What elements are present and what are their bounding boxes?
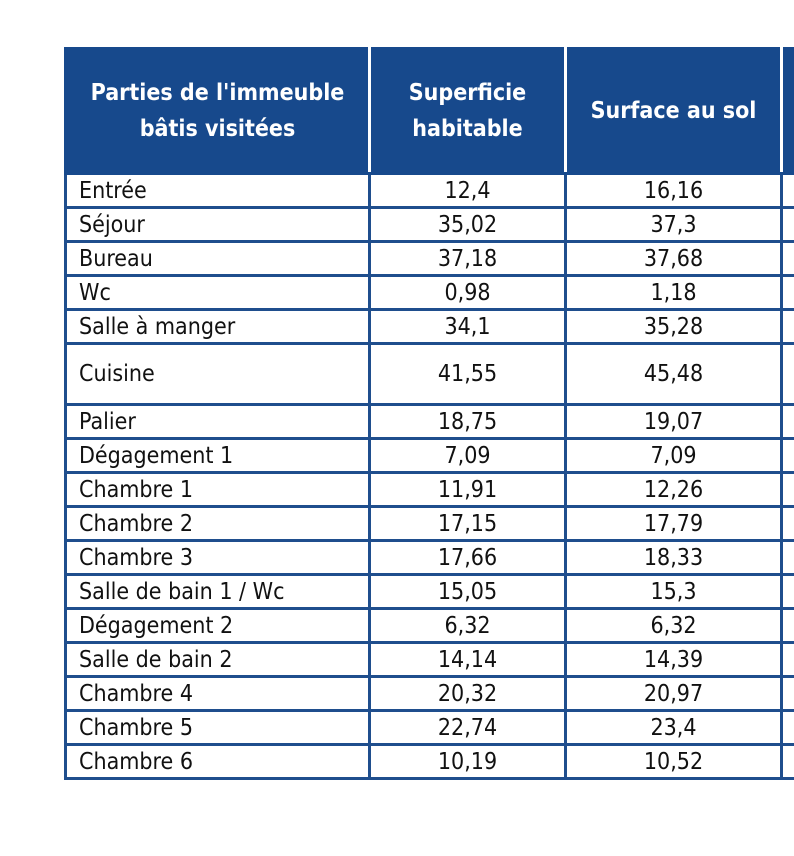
superficie-habitable-value: 7,09 [370, 439, 566, 473]
table-row [66, 677, 794, 711]
room-name: Bureau [66, 242, 370, 276]
table-row [66, 344, 794, 405]
cut-off-cell [782, 677, 794, 711]
room-name: Salle à manger [66, 310, 370, 344]
surface-au-sol-value: 16,16 [566, 174, 782, 208]
surface-au-sol-value: 23,4 [566, 711, 782, 745]
room-name: Chambre 2 [66, 507, 370, 541]
superficie-habitable-value: 17,66 [370, 541, 566, 575]
surface-au-sol-value: 17,79 [566, 507, 782, 541]
surface-table-container [64, 47, 794, 780]
header-surface-au-sol: Surface au sol [566, 49, 782, 174]
superficie-habitable-value: 34,1 [370, 310, 566, 344]
cut-off-cell [782, 745, 794, 779]
cut-off-cell [782, 609, 794, 643]
table-row [66, 174, 794, 208]
surface-au-sol-value: 35,28 [566, 310, 782, 344]
cut-off-cell [782, 711, 794, 745]
superficie-habitable-value: 37,18 [370, 242, 566, 276]
cut-off-cell [782, 405, 794, 439]
table-row [66, 405, 794, 439]
cut-off-cell [782, 507, 794, 541]
surface-au-sol-value: 45,48 [566, 344, 782, 405]
superficie-habitable-value: 17,15 [370, 507, 566, 541]
cut-off-cell [782, 439, 794, 473]
surface-au-sol-value: 1,18 [566, 276, 782, 310]
table-row [66, 575, 794, 609]
table-body [66, 174, 794, 779]
room-name: Séjour [66, 208, 370, 242]
superficie-habitable-value: 18,75 [370, 405, 566, 439]
room-name: Chambre 4 [66, 677, 370, 711]
cut-off-cell [782, 208, 794, 242]
superficie-habitable-value: 6,32 [370, 609, 566, 643]
table-row [66, 473, 794, 507]
cut-off-cell [782, 310, 794, 344]
table-row [66, 242, 794, 276]
surface-au-sol-value: 37,68 [566, 242, 782, 276]
surface-au-sol-value: 18,33 [566, 541, 782, 575]
table-row [66, 609, 794, 643]
table-row [66, 276, 794, 310]
cut-off-cell [782, 242, 794, 276]
header-cut-off-column [782, 49, 794, 174]
room-name: Dégagement 2 [66, 609, 370, 643]
surface-au-sol-value: 14,39 [566, 643, 782, 677]
table-row [66, 507, 794, 541]
table-row [66, 541, 794, 575]
cut-off-cell [782, 575, 794, 609]
superficie-habitable-value: 0,98 [370, 276, 566, 310]
superficie-habitable-value: 10,19 [370, 745, 566, 779]
room-name: Entrée [66, 174, 370, 208]
table-row [66, 711, 794, 745]
superficie-habitable-value: 20,32 [370, 677, 566, 711]
cut-off-cell [782, 643, 794, 677]
surface-au-sol-value: 15,3 [566, 575, 782, 609]
room-name: Chambre 6 [66, 745, 370, 779]
table-row [66, 310, 794, 344]
table-row [66, 745, 794, 779]
table-row [66, 643, 794, 677]
table-row [66, 208, 794, 242]
room-name: Salle de bain 1 / Wc [66, 575, 370, 609]
superficie-habitable-value: 22,74 [370, 711, 566, 745]
cut-off-cell [782, 174, 794, 208]
room-name: Dégagement 1 [66, 439, 370, 473]
surface-au-sol-value: 12,26 [566, 473, 782, 507]
surface-au-sol-value: 20,97 [566, 677, 782, 711]
surface-au-sol-value: 19,07 [566, 405, 782, 439]
room-name: Salle de bain 2 [66, 643, 370, 677]
superficie-habitable-value: 35,02 [370, 208, 566, 242]
superficie-habitable-value: 12,4 [370, 174, 566, 208]
surface-au-sol-value: 37,3 [566, 208, 782, 242]
room-name: Chambre 5 [66, 711, 370, 745]
surface-au-sol-value: 10,52 [566, 745, 782, 779]
cut-off-cell [782, 541, 794, 575]
cut-off-cell [782, 276, 794, 310]
cut-off-cell [782, 473, 794, 507]
surface-table [64, 47, 794, 780]
superficie-habitable-value: 15,05 [370, 575, 566, 609]
room-name: Chambre 3 [66, 541, 370, 575]
room-name: Wc [66, 276, 370, 310]
surface-au-sol-value: 7,09 [566, 439, 782, 473]
superficie-habitable-value: 11,91 [370, 473, 566, 507]
superficie-habitable-value: 41,55 [370, 344, 566, 405]
table-row [66, 439, 794, 473]
header-parties: Parties de l'immeuble bâtis visitées [66, 49, 370, 174]
header-superficie-habitable: Superficie habitable [370, 49, 566, 174]
room-name: Cuisine [66, 344, 370, 405]
room-name: Chambre 1 [66, 473, 370, 507]
cut-off-cell [782, 344, 794, 405]
surface-au-sol-value: 6,32 [566, 609, 782, 643]
superficie-habitable-value: 14,14 [370, 643, 566, 677]
table-header-row [66, 49, 794, 174]
room-name: Palier [66, 405, 370, 439]
